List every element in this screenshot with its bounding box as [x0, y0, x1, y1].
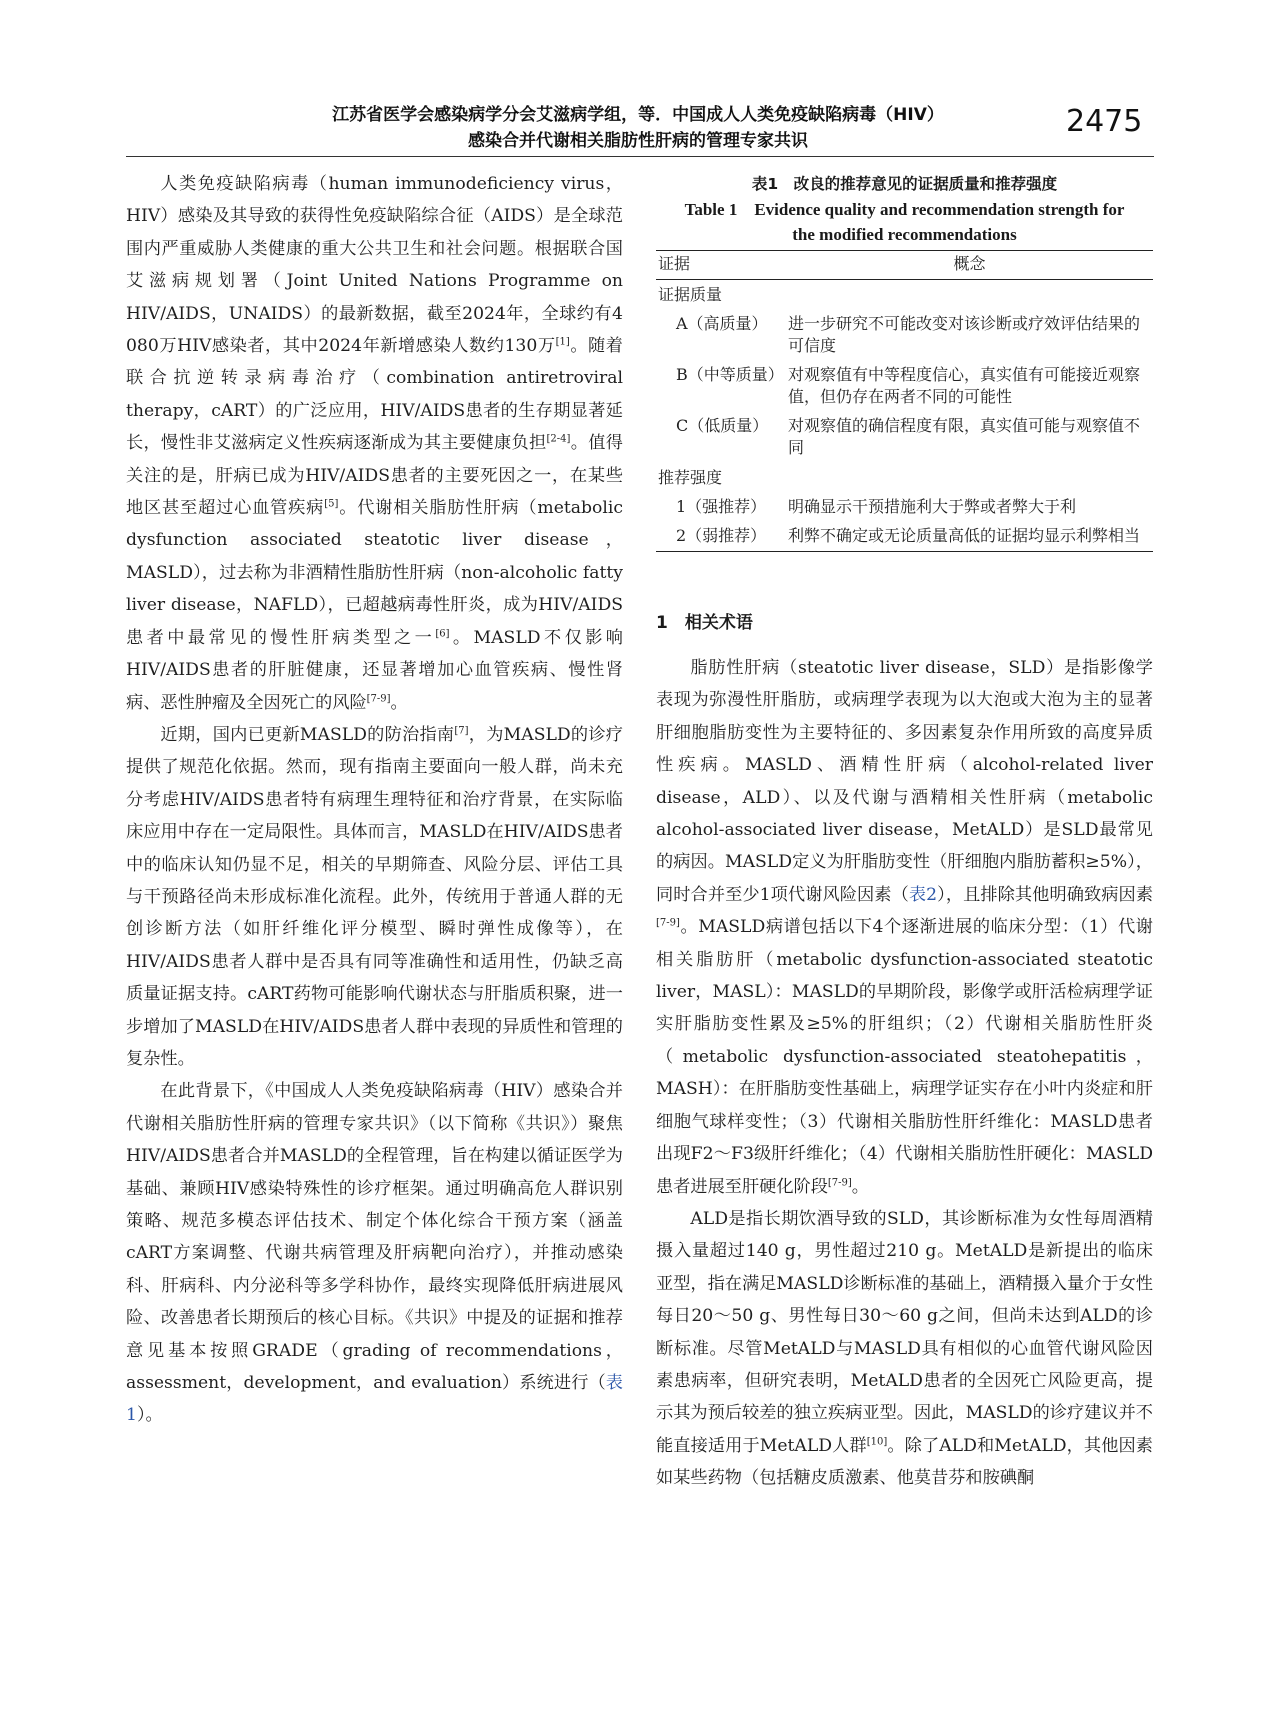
text-run: 。除了ALD和MetALD，其他因素如某些药物（包括糖皮质激素、他莫昔芬和胺碘酮	[656, 1435, 1153, 1489]
table-section-row	[656, 463, 1153, 493]
text-run: 。代谢相关脂肪性肝病（metabolic dysfunction associated steatotic liver disease，MASLD），过去称为非酒精性脂肪性肝病（non-alcoholic fatty liver disease，NAFLD），已超越病毒性肝炎，成为HIV/AIDS患者中最常见的慢性肝病类型之一	[126, 498, 623, 648]
table-row	[656, 493, 1153, 522]
right-column	[656, 652, 1153, 1495]
paragraph-intro-3	[126, 1075, 623, 1431]
text-run: 。MASLD不仅影响HIV/AIDS患者的肝脏健康，还显著增加心血管疾病、慢性肾病、恶性肿瘤及全因死亡的风险	[126, 627, 623, 713]
citation[interactable]: [5]	[324, 498, 339, 510]
text-run: 。	[390, 692, 408, 713]
page-number: 2475	[1066, 104, 1143, 139]
column-header-concept: 概念	[786, 251, 1153, 280]
table-caption-en-line1: Table 1 Evidence quality and recommendation strength for	[684, 200, 1125, 219]
paragraph-terms-2	[656, 1203, 1153, 1495]
text-run: ）。	[136, 1405, 163, 1426]
citation[interactable]: [7-9]	[656, 917, 680, 929]
header-title-line2: 感染合并代谢相关脂肪性肝病的管理专家共识	[468, 131, 808, 151]
table-row	[656, 361, 1153, 412]
text-run: 人类免疫缺陷病毒（human immunodeficiency virus，HIV）感染及其导致的获得性免疫缺陷综合征（AIDS）是全球范围内严重威胁人类健康的重大公共卫生和社会问题。根据联合国艾滋病规划署（Joint United Nations Programme on HIV/AIDS，UNAIDS）的最新数据，截至2024年，全球约有4 080万HIV感染者，其中2024年新增感染人数约130万	[126, 174, 623, 357]
table-link[interactable]: 表2	[908, 884, 938, 905]
row-text: 进一步研究不可能改变对该诊断或疗效评估结果的可信度	[788, 314, 1141, 355]
left-column	[126, 168, 623, 1432]
table-caption-en-line2: the modified recommendations	[792, 225, 1017, 244]
text-run: 脂肪性肝病（steatotic liver disease，SLD）是指影像学表现为弥漫性肝脂肪，或病理学表现为以大泡或大泡为主的显著肝细胞脂肪变性为主要特征的、多因素复杂作用所致的高度异质性疾病。MASLD、酒精性肝病（alcohol-related liver disease，ALD）、以及代谢与酒精相关性肝病（metabolic alcohol-associated liver disease，MetALD）是SLD最常见的病因。MASLD定义为肝脂肪变性（肝细胞内脂肪蓄积≥5%），同时合并至少1项代谢风险因素（	[656, 658, 1153, 905]
text-run: ALD是指长期饮酒导致的SLD，其诊断标准为女性每周酒精摄入量超过140 g，男性超过210 g。MetALD是新提出的临床亚型，指在满足MASLD诊断标准的基础上，酒精摄入量介于女性每日20～50 g、男性每日30～60 g之间，但尚未达到ALD的诊断标准。尽管MetALD与MASLD具有相似的心血管代谢风险因素患病率，但研究表明，MetALD患者的全因死亡风险更高，提示其为预后较差的独立疾病亚型。因此，MASLD的诊疗建议并不能直接适用于MetALD人群	[656, 1208, 1153, 1456]
table-row	[656, 310, 1153, 361]
header-title-line1: 江苏省医学会感染病学分会艾滋病学组，等．中国成人人类免疫缺陷病毒（HIV）	[332, 105, 944, 125]
section-label-strength: 推荐强度	[658, 468, 723, 487]
table-row	[656, 412, 1153, 463]
row-text: 对观察值有中等程度信心，真实值有可能接近观察值，但仍存在两者不同的可能性	[788, 365, 1141, 406]
citation[interactable]: [10]	[866, 1436, 888, 1448]
paragraph-intro-1	[126, 168, 623, 719]
text-run: 。值得关注的是，肝病已成为HIV/AIDS患者的主要死因之一，在某些地区甚至超过心血管疾病	[126, 433, 623, 519]
table-caption-cn: 表1 改良的推荐意见的证据质量和推荐强度	[751, 175, 1058, 193]
table-section-row	[656, 280, 1153, 311]
citation[interactable]: [7-9]	[827, 1176, 852, 1188]
section-heading-terms: 1 相关术语	[656, 613, 753, 633]
evidence-table	[656, 250, 1153, 552]
text-run: 。随着联合抗逆转录病毒治疗（combination antiretroviral therapy，cART）的广泛应用，HIV/AIDS患者的生存期显著延长，慢性非艾滋病定义性疾病逐渐成为其主要健康负担	[126, 336, 623, 454]
row-text: 利弊不确定或无论质量高低的证据均显示利弊相当	[786, 522, 1153, 552]
table-header-row	[656, 251, 1153, 280]
text-run: ，为MASLD的诊疗提供了规范化依据。然而，现有指南主要面向一般人群，尚未充分考虑HIV/AIDS患者特有病理生理特征和治疗背景，在实际临床应用中存在一定局限性。具体而言，MASLD在HIV/AIDS患者中的临床认知仍显不足，相关的早期筛查、风险分层、评估工具与干预路径尚未形成标准化流程。此外，传统用于普通人群的无创诊断方法（如肝纤维化评分模型、瞬时弹性成像等），在HIV/AIDS患者人群中是否具有同等准确性和适用性，仍缺乏高质量证据支持。cART药物可能影响代谢状态与肝脂质积聚，进一步增加了MASLD在HIV/AIDS患者人群中表现的异质性和管理的复杂性。	[126, 724, 623, 1069]
text-run: 近期，国内已更新MASLD的防治指南	[160, 724, 455, 745]
row-label: A（高质量）	[676, 314, 768, 333]
row-label: 1（强推荐）	[676, 497, 767, 516]
row-text: 明确显示干预措施利大于弊或者弊大于利	[788, 497, 1077, 516]
paragraph-intro-2	[126, 719, 623, 1075]
text-run: 在此背景下，《中国成人人类免疫缺陷病毒（HIV）感染合并代谢相关脂肪性肝病的管理专家共识》（以下简称《共识》）聚焦HIV/AIDS患者合并MASLD的全程管理，旨在构建以循证医学为基础、兼顾HIV感染特殊性的诊疗框架。通过明确高危人群识别策略、规范多模态评估技术、制定个体化综合干预方案（涵盖cART方案调整、代谢共病管理及肝病靶向治疗），并推动感染科、肝病科、内分泌科等多学科协作，最终实现降低肝病进展风险、改善患者长期预后的核心目标。《共识》中提及的证据和推荐意见基本按照GRADE（grading of recommendations，assessment，development，and evaluation）系统进行（	[126, 1081, 623, 1394]
citation[interactable]: [6]	[435, 627, 450, 639]
citation[interactable]: [7]	[454, 725, 469, 737]
column-header-evidence: 证据	[656, 251, 786, 280]
row-label: 2（弱推荐）	[656, 522, 786, 552]
table-row	[656, 522, 1153, 552]
citation[interactable]: [2-4]	[546, 433, 571, 445]
text-run: 。MASLD病谱包括以下4个逐渐进展的临床分型：（1）代谢相关脂肪肝（metabolic dysfunction-associated steatotic liver，MASL）：MASLD的早期阶段，影像学或肝活检病理学证实肝脂肪变性累及≥5%的肝组织；（2）代谢相关脂肪性肝炎（metabolic dysfunction-associated steatohepatitis，MASH）：在肝脂肪变性基础上，病理学证实存在小叶内炎症和肝细胞气球样变性；（3）代谢相关脂肪性肝纤维化：MASLD患者出现F2～F3级肝纤维化；（4）代谢相关脂肪性肝硬化：MASLD患者进展至肝硬化阶段	[656, 917, 1153, 1197]
row-text: 对观察值的确信程度有限，真实值可能与观察值不同	[788, 416, 1141, 457]
table-caption	[656, 172, 1153, 247]
text-run: ），且排除其他明确致病因素	[937, 884, 1154, 905]
citation[interactable]: [7-9]	[366, 692, 391, 704]
citation[interactable]: [1]	[555, 336, 570, 348]
text-run: 。	[851, 1176, 869, 1197]
row-label: B（中等质量）	[676, 365, 784, 384]
table-link[interactable]: 表1	[126, 1373, 623, 1426]
row-label: C（低质量）	[676, 416, 769, 435]
header-rule	[126, 156, 1154, 157]
paragraph-terms-1	[656, 652, 1153, 1203]
section-label-quality: 证据质量	[658, 285, 723, 304]
